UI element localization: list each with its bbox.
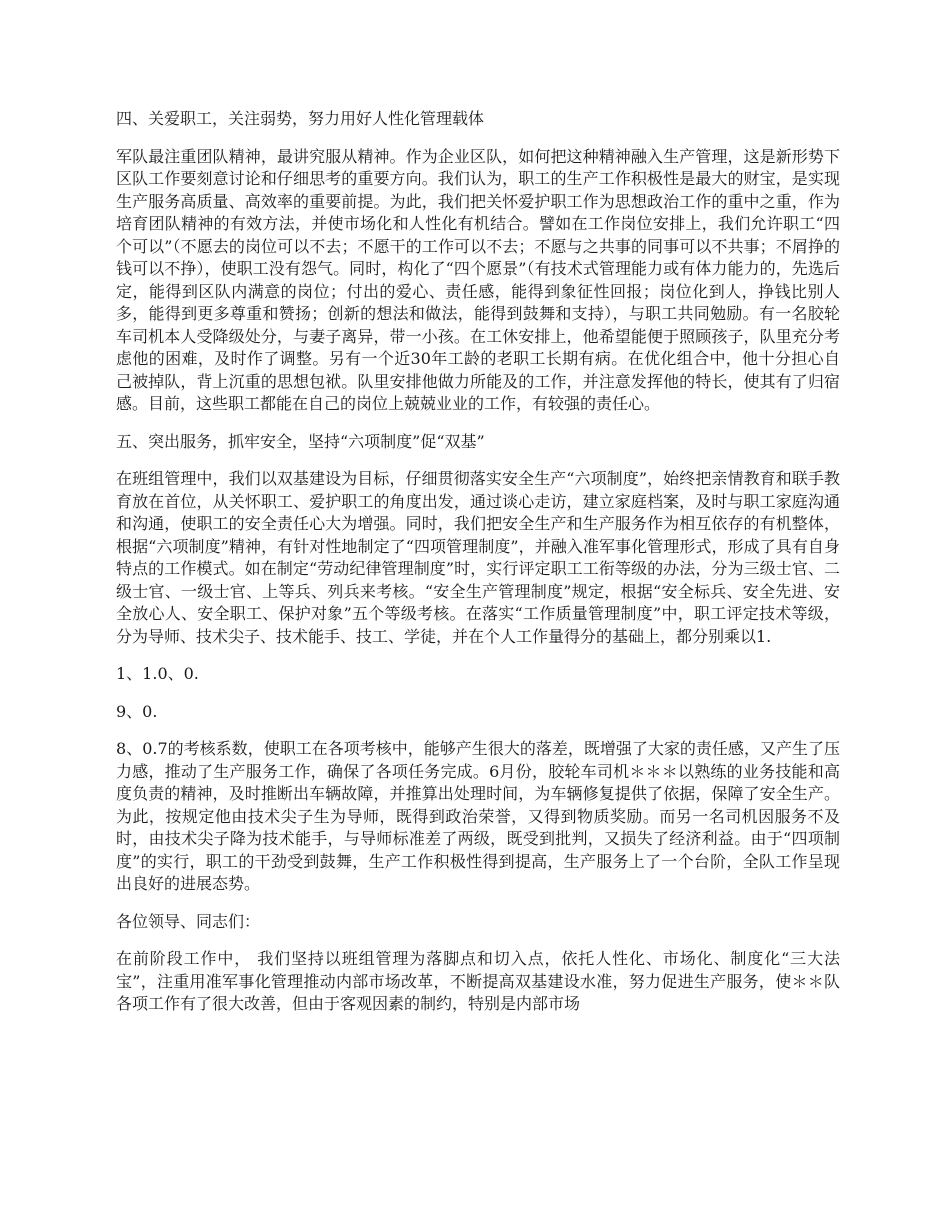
body-paragraph-coefficients-b: 9、0. — [116, 701, 158, 721]
section-heading-four: 四、关爱职工，关注弱势，努力用好人性化管理载体 — [116, 109, 485, 128]
document-page — [116, 108, 840, 1031]
section-heading-five: 五、突出服务，抓牢安全，坚持“六项制度”促“双基” — [116, 431, 485, 451]
body-paragraph-assessment: 8、0.7的考核系数，使职工在各项考核中，能够产生很大的落差，既增强了大家的责任感，又产生了压力感，推动了生产服务工作，确保了各项任务完成。6月份，胶轮车司机＊＊＊以熟练的业务技能和高度负责的精神，及时推断出车辆故障，并推算出处理时间，为车辆修复提供了依据，保障了安全生产。为此，按规定他由技术尖子生为导师，既得到政治荣誉，又得到物质奖励。而另一名司机因服务不及时，由技术尖子降为技术能手，与导师标准差了两级，既受到批判，又损失了经济利益。由于“四项制度”的实行，职工的干劲受到鼓舞，生产工作积极性得到提高，生产服务上了一个台阶，全队工作呈现出良好的进展态势。 — [116, 739, 840, 893]
body-paragraph-summary: 在前阶段工作中， 我们坚持以班组管理为落脚点和切入点，依托人性化、市场化、制度化“三大法宝”，注重用准军事化管理推动内部市场改革，不断提高双基建设水准，努力促进生产服务，使＊＊队各项工作有了很大改善，但由于客观因素的制约，特别是内部市场 — [116, 949, 840, 1013]
body-paragraph-care-workers: 军队最注重团队精神，最讲究服从精神。作为企业区队，如何把这种精神融入生产管理，这是新形势下区队工作要刻意讨论和仔细思考的重要方向。我们认为，职工的生产工作积极性是最大的财宝，是实现生产服务高质量、高效率的重要前提。为此，我们把关怀爱护职工作为思想政治工作的重中之重，作为培育团队精神的有效方法，并使市场化和人性化有机结合。譬如在工作岗位安排上，我们允许职工“四个可以”（不愿去的岗位可以不去；不愿干的工作可以不去；不愿与之共事的同事可以不共事；不屑挣的钱可以不挣），使职工没有怨气。同时，构化了“四个愿景”（有技术式管理能力或有体力能力的，先选后定，能得到区队内满意的岗位；付出的爱心、责任感，能得到象征性回报；岗位化到人，挣钱比别人多，能得到更多尊重和赞扬；创新的想法和做法，能得到鼓舞和支持），与职工共同勉励。有一名胶轮车司机本人受降级处分，与妻子离异，带一小孩。在工休安排上，他希望能便于照顾孩子，队里充分考虑他的困难，及时作了调整。另有一个近30年工龄的老职工长期有病。在优化组合中，他十分担心自己被掉队，背上沉重的思想包袱。队里安排他做力所能及的工作，并注意发挥他的特长，使其有了归宿感。目前，这些职工都能在自己的岗位上兢兢业业的工作，有较强的责任心。 — [116, 146, 840, 413]
body-paragraph-salutation: 各位领导、同志们： — [116, 911, 261, 931]
body-paragraph-coefficients-a: 1、1.0、0. — [116, 664, 199, 683]
body-paragraph-team-management: 在班组管理中，我们以双基建设为目标，仔细贯彻落实安全生产“六项制度”，始终把亲情教育和联手教育放在首位，从关怀职工、爱护职工的角度出发，通过谈心走访，建立家庭档案，及时与职工家庭沟通和沟通，使职工的安全责任心大为增强。同时，我们把安全生产和生产服务作为相互依存的有机整体，根据“六项制度”精神，有针对性地制定了“四项管理制度”，并融入准军事化管理形式，形成了具有自身特点的工作模式。如在制定“劳动纪律管理制度”时，实行评定职工工衔等级的办法，分为三级士官、二级士官、一级士官、上等兵、列兵来考核。“安全生产管理制度”规定，根据“安全标兵、安全先进、安全放心人、安全职工、保护对象”五个等级考核。在落实“工作质量管理制度”中，职工评定技术等级，分为导师、技术尖子、技术能手、技工、学徒，并在个人工作量得分的基础上，都分别乘以1. — [116, 469, 840, 646]
